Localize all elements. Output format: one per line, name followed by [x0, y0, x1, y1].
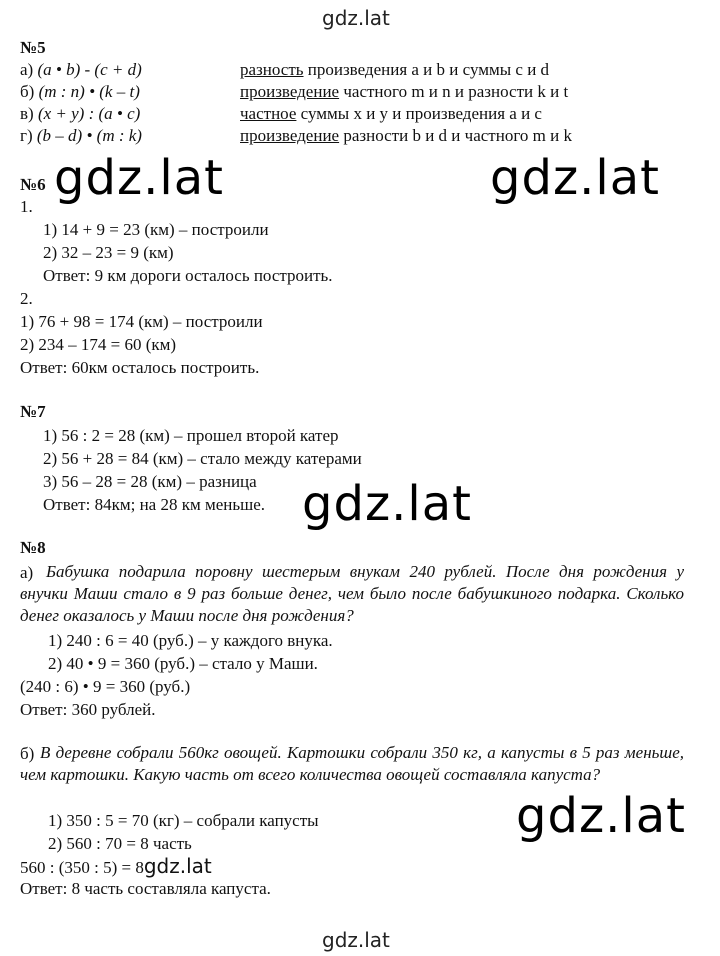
task6-step: 1) 14 + 9 = 23 (км) – построили	[43, 220, 269, 239]
row-label: б)	[20, 82, 35, 101]
task8-a-expression: (240 : 6) • 9 = 360 (руб.)	[20, 677, 191, 696]
row-expression: (b – d) • (m : k)	[36, 126, 142, 145]
expression-text: 560 : (350 : 5) = 8	[20, 858, 144, 877]
task8-b-expression	[20, 856, 212, 878]
row-rest: частного m и n и разности k и t	[339, 82, 569, 101]
task8-b-step: 1) 350 : 5 = 70 (кг) – собрали капусты	[48, 811, 319, 830]
task8-b-answer: Ответ: 8 часть составляла капуста.	[20, 879, 271, 898]
task6-answer: Ответ: 60км осталось построить.	[20, 358, 260, 377]
task8-a-label: а)	[20, 563, 34, 582]
task5-row-description	[240, 59, 549, 80]
task8-a-problem: Бабушка подарила поровну шестерым внукам 240 рублей. После дня рождения у внучки Маши стало в 9 раз больше денег, чем было после бабушкиного подарка. Сколько денег оказалось у Маши после дня рождения?	[20, 562, 684, 625]
task7-answer: Ответ: 84км; на 28 км меньше.	[43, 495, 266, 514]
task8-a-step: 1) 240 : 6 = 40 (руб.) – у каждого внука.	[48, 631, 333, 650]
task8-b-step: 2) 560 : 70 = 8 часть	[48, 834, 192, 853]
row-expression: (x + y) : (a • c)	[37, 104, 141, 123]
task5-row	[20, 125, 142, 146]
task7-title: №7	[20, 402, 46, 421]
task5-row-description	[240, 125, 572, 146]
watermark-top: gdz.lat	[322, 6, 390, 30]
task6-part2-label: 2.	[20, 289, 33, 308]
row-rest: суммы x и y и произведения a и c	[296, 104, 542, 123]
task6-part1-label: 1.	[20, 197, 33, 216]
task5-row	[20, 103, 140, 124]
task8-b-label: б)	[20, 744, 35, 763]
row-keyword: частное	[240, 104, 297, 123]
row-expression: (m : n) • (k – t)	[38, 82, 140, 101]
task8-title: №8	[20, 538, 46, 557]
task7-step: 3) 56 – 28 = 28 (км) – разница	[43, 472, 257, 491]
task8-b-problem: В деревне собрали 560кг овощей. Картошки собрали 350 кг, а капусты в 5 раз меньше, чем картошки. Какую часть от всего количества овощей составляла капуста?	[20, 743, 684, 784]
watermark-inline: gdz.lat	[143, 854, 212, 878]
task8-a-step: 2) 40 • 9 = 360 (руб.) – стало у Маши.	[48, 654, 318, 673]
row-rest: произведения a и b и суммы c и d	[303, 60, 550, 79]
task5-row	[20, 59, 142, 80]
task6-step: 1) 76 + 98 = 174 (км) – построили	[20, 312, 263, 331]
row-rest: разности b и d и частного m и k	[339, 126, 572, 145]
row-keyword: разность	[240, 60, 304, 79]
task5-title: №5	[20, 38, 46, 57]
row-label: г)	[20, 126, 33, 145]
watermark-large: gdz.lat	[302, 476, 472, 532]
row-keyword: произведение	[240, 82, 340, 101]
row-expression: (a • b) - (c + d)	[37, 60, 142, 79]
row-keyword: произведение	[240, 126, 340, 145]
watermark-bottom: gdz.lat	[322, 928, 390, 952]
task6-step: 2) 234 – 174 = 60 (км)	[20, 335, 177, 354]
watermark-large: gdz.lat	[490, 150, 660, 206]
task7-step: 1) 56 : 2 = 28 (км) – прошел второй катер	[43, 426, 339, 445]
row-label: а)	[20, 60, 34, 79]
task7-step: 2) 56 + 28 = 84 (км) – стало между катерами	[43, 449, 362, 468]
task5-row-description	[240, 103, 542, 124]
task8-a-answer: Ответ: 360 рублей.	[20, 700, 156, 719]
task6-step: 2) 32 – 23 = 9 (км)	[43, 243, 174, 262]
row-label: в)	[20, 104, 34, 123]
task5-row-description	[240, 81, 568, 102]
task6-title: №6	[20, 175, 46, 194]
watermark-large: gdz.lat	[516, 788, 686, 844]
task6-answer: Ответ: 9 км дороги осталось построить.	[43, 266, 333, 285]
task5-row	[20, 81, 140, 102]
watermark-large: gdz.lat	[54, 150, 224, 206]
